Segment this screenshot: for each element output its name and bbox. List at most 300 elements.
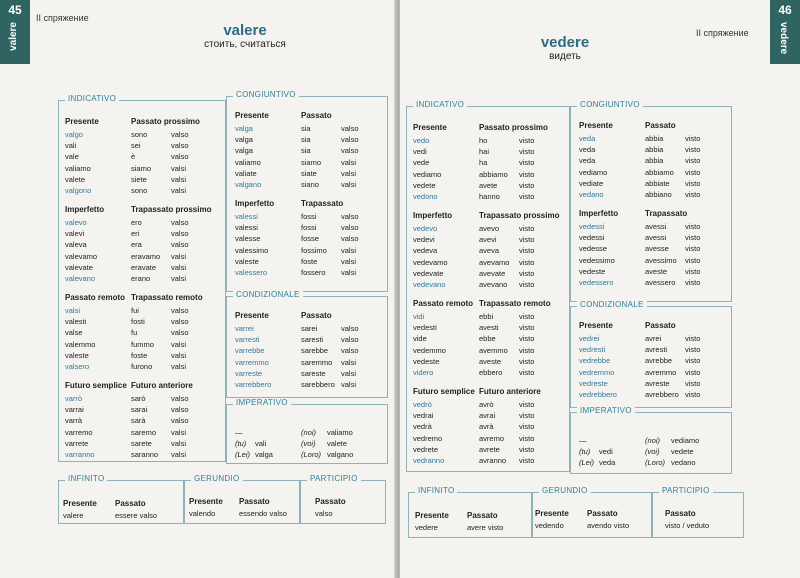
table-cell: vedessi <box>579 233 605 243</box>
table-cell: visto <box>685 367 701 377</box>
table-cell: vediamo <box>413 169 442 179</box>
congiuntivo-box <box>570 100 732 302</box>
table-cell: vali <box>255 439 267 449</box>
table-cell: eravate <box>131 262 157 272</box>
table-cell: valso <box>171 229 189 239</box>
table-cell: sarà <box>131 416 146 426</box>
table-cell: vedeva <box>413 246 438 256</box>
table-cell: visto <box>685 255 701 265</box>
table-row <box>407 345 569 356</box>
table-cell: (Lei) <box>235 450 251 460</box>
table-cell: visto <box>519 192 535 201</box>
table-row <box>227 145 387 156</box>
infinito-passato-value: avere visto <box>467 523 504 532</box>
tense-section <box>59 293 225 371</box>
table-cell: vedessi <box>579 222 605 231</box>
table-cell: varrebbe <box>235 346 265 356</box>
table-cell: valeste <box>235 256 259 266</box>
table-cell: vedono <box>413 192 438 201</box>
table-cell: avessi <box>645 222 667 231</box>
table-cell: (noi) <box>301 428 317 437</box>
tense-section <box>227 311 387 389</box>
table-cell: vedrai <box>413 411 434 421</box>
gerundio-passato-header: Passato <box>239 497 270 506</box>
table-cell: (Lei) <box>579 458 595 468</box>
table-cell: visto <box>519 323 535 333</box>
table-cell: valso <box>341 146 359 156</box>
table-row <box>227 345 387 356</box>
table-row <box>59 174 225 185</box>
table-row <box>571 243 731 254</box>
table-cell: avrei <box>645 334 662 343</box>
tense-section <box>571 209 731 287</box>
table-row <box>571 277 731 288</box>
table-cell: varremo <box>65 427 93 437</box>
table-cell: vedrà <box>413 422 432 432</box>
infinito-passato-header: Passato <box>467 511 498 520</box>
table-row <box>407 257 569 268</box>
table-cell: aveste <box>645 266 668 276</box>
table-cell: avrebbero <box>645 390 679 399</box>
table-cell: valso <box>171 218 189 227</box>
table-cell: valso <box>341 346 359 356</box>
table-row <box>407 135 569 146</box>
table-row <box>59 415 225 426</box>
table-cell: hanno <box>479 192 500 201</box>
table-cell: valsi <box>171 163 187 173</box>
table-cell: visto <box>685 334 701 343</box>
indicativo-label: INDICATIVO <box>65 94 119 103</box>
table-row <box>407 455 569 466</box>
table-cell: valsi <box>171 362 187 371</box>
table-cell: eravamo <box>131 251 161 261</box>
table-cell: ho <box>479 136 488 145</box>
table-cell: vedemmo <box>413 345 446 355</box>
congiuntivo-label: CONGIUNTIVO <box>233 90 299 99</box>
participio-label: PARTICIPIO <box>659 486 713 495</box>
table-cell: valsi <box>171 339 187 349</box>
table-cell: vedrei <box>579 334 600 343</box>
table-cell: valessero <box>235 268 268 277</box>
tense-header: Futuro semplice <box>413 387 475 396</box>
table-row <box>571 221 731 232</box>
table-row <box>59 449 225 460</box>
table-row <box>571 435 731 446</box>
table-cell: vedevo <box>413 224 438 233</box>
condizionale-label: CONDIZIONALE <box>233 290 303 299</box>
table-cell: visto <box>519 368 535 377</box>
table-cell: vedo <box>413 136 430 145</box>
table-cell: avevi <box>479 235 497 245</box>
table-cell: saremmo <box>301 357 333 367</box>
table-cell: vedete <box>413 180 436 190</box>
table-row <box>571 367 731 378</box>
tense-header: Presente <box>235 311 269 320</box>
table-cell: avrò <box>479 400 494 409</box>
verb-heading <box>170 22 320 50</box>
table-cell: valso <box>171 394 189 403</box>
table-row <box>407 191 569 202</box>
table-cell: avevamo <box>479 257 510 267</box>
table-row <box>59 251 225 262</box>
table-cell: visto <box>685 356 701 366</box>
tense-section <box>407 123 569 201</box>
table-cell: sarete <box>131 438 152 448</box>
table-cell: visto <box>519 444 535 454</box>
table-cell: avrete <box>479 444 500 454</box>
tense-header: Imperfetto <box>65 205 105 214</box>
table-cell: valessi <box>235 223 258 233</box>
table-cell: vedevate <box>413 268 444 278</box>
table-cell: fossimo <box>301 245 327 255</box>
table-row <box>407 223 569 234</box>
table-cell: valgono <box>65 186 92 195</box>
table-row <box>407 333 569 344</box>
table-row <box>407 234 569 245</box>
tense-header: Imperfetto <box>579 209 619 218</box>
table-row <box>407 245 569 256</box>
table-cell: veda <box>579 156 596 166</box>
table-cell: valso <box>171 328 189 338</box>
table-row <box>571 446 731 457</box>
table-cell: valsi <box>171 251 187 261</box>
table-row <box>407 399 569 410</box>
table-cell: valsi <box>171 262 187 272</box>
table-cell: visto <box>685 134 701 143</box>
tense-header: Trapassato prossimo <box>479 211 560 220</box>
table-cell: valsi <box>341 368 357 378</box>
table-cell: vedi <box>599 447 613 457</box>
table-cell: valsi <box>341 380 357 389</box>
table-cell: ebbi <box>479 312 494 321</box>
table-cell: siete <box>131 174 147 184</box>
table-cell: visto <box>519 356 535 366</box>
infinito-presente-header: Presente <box>63 499 97 508</box>
imperativo-label: IMPERATIVO <box>577 406 635 415</box>
table-cell: valsero <box>65 362 90 371</box>
table-cell: (voi) <box>645 447 660 457</box>
table-row <box>59 427 225 438</box>
tense-header: Passato <box>301 311 332 320</box>
table-cell: visto <box>519 235 535 245</box>
table-cell: varresti <box>235 335 260 345</box>
tense-header: Presente <box>579 321 613 330</box>
table-cell: ha <box>479 158 488 168</box>
table-row <box>59 361 225 372</box>
tense-header: Passato remoto <box>65 293 126 302</box>
table-cell: vedano <box>671 458 696 468</box>
table-row <box>59 262 225 273</box>
tense-header: Presente <box>65 117 99 126</box>
table-cell: valessi <box>235 212 258 221</box>
table-row <box>59 316 225 327</box>
table-cell: ebbero <box>479 368 503 377</box>
table-cell: veda <box>579 134 596 143</box>
table-row <box>571 144 731 155</box>
table-cell: valso <box>341 324 359 333</box>
table-cell: valso <box>171 130 189 139</box>
table-cell: avemmo <box>479 345 508 355</box>
table-cell: abbiamo <box>645 167 674 177</box>
verb-translation: видеть <box>549 51 581 62</box>
tense-section <box>571 321 731 399</box>
tense-header: Passato prossimo <box>131 117 200 126</box>
infinito-box <box>58 474 184 524</box>
table-cell: valsi <box>171 174 187 184</box>
table-row <box>227 438 387 449</box>
tense-header: Presente <box>579 121 613 130</box>
table-cell: valso <box>171 405 189 415</box>
table-row <box>571 155 731 166</box>
side-verb-label: vedere <box>778 22 789 55</box>
imperativo-box <box>570 406 732 474</box>
gerundio-presente-value: valendo <box>189 509 216 518</box>
table-cell: valemmo <box>65 339 96 349</box>
gerundio-presente-header: Presente <box>189 497 223 506</box>
infinito-passato-header: Passato <box>115 499 146 508</box>
table-cell: è <box>131 152 136 162</box>
table-cell: visto <box>519 400 535 409</box>
table-cell: saremo <box>131 427 157 437</box>
table-cell: vide <box>413 334 427 344</box>
participio-passato-header: Passato <box>665 509 696 518</box>
table-cell: visto <box>519 180 535 190</box>
table-row <box>59 404 225 415</box>
tense-header: Passato prossimo <box>479 123 548 132</box>
table-cell: vedano <box>579 190 604 199</box>
table-row <box>227 267 387 278</box>
table-cell: ero <box>131 218 142 227</box>
gerundio-presente-header: Presente <box>535 509 569 518</box>
tense-header: Passato remoto <box>413 299 474 308</box>
table-row <box>407 356 569 367</box>
table-cell: valga <box>255 450 273 460</box>
table-cell: sia <box>301 146 311 156</box>
table-cell: visto <box>519 345 535 355</box>
participio-passato-header: Passato <box>315 497 346 506</box>
tense-section <box>571 121 731 199</box>
table-row <box>227 357 387 368</box>
table-cell: valga <box>235 135 253 145</box>
table-cell: fossi <box>301 212 317 221</box>
tense-header: Presente <box>413 123 447 132</box>
table-cell: valete <box>65 174 86 184</box>
table-cell: valsi <box>171 438 187 448</box>
tense-section <box>407 211 569 289</box>
indicativo-box <box>406 100 570 472</box>
table-row <box>59 228 225 239</box>
table-cell: visto <box>685 190 701 199</box>
participio-passato-value: visto / veduto <box>665 521 710 530</box>
table-cell: vedesse <box>579 244 607 254</box>
table-cell: valsi <box>171 350 187 360</box>
infinito-passato-value: essere valso <box>115 511 158 520</box>
table-cell: avessero <box>645 278 676 287</box>
table-cell: visto <box>519 280 535 289</box>
tense-header: Imperfetto <box>235 199 275 208</box>
table-row <box>227 211 387 222</box>
table-cell: valeva <box>65 240 87 250</box>
verb-translation: стоить, считаться <box>204 39 286 50</box>
table-row <box>59 239 225 250</box>
condizionale-label: CONDIZIONALE <box>577 300 647 309</box>
table-cell: varrai <box>65 405 84 415</box>
tense-section <box>227 111 387 189</box>
table-cell: vedevano <box>413 280 446 289</box>
table-cell: visto <box>685 178 701 188</box>
tense-header: Trapassato remoto <box>479 299 551 308</box>
table-cell: sarò <box>131 394 146 403</box>
table-cell: siano <box>301 180 319 189</box>
tense-header: Presente <box>235 111 269 120</box>
tense-section <box>407 299 569 377</box>
tense-header: Trapassato remoto <box>131 293 203 302</box>
table-row <box>59 185 225 196</box>
table-cell: valso <box>171 306 189 315</box>
table-cell: visto <box>685 145 701 155</box>
tense-header: Futuro semplice <box>65 381 127 390</box>
table-cell: aveste <box>479 356 502 366</box>
infinito-box <box>408 486 532 538</box>
table-row <box>59 273 225 284</box>
table-cell: vedessero <box>579 278 614 287</box>
table-cell: visto <box>685 233 701 243</box>
table-row <box>407 322 569 333</box>
table-cell: valsi <box>341 357 357 367</box>
table-cell: visto <box>685 266 701 276</box>
table-cell: valsi <box>341 157 357 167</box>
table-cell: vedeste <box>413 356 440 366</box>
participio-passato-value: valso <box>315 509 333 518</box>
table-cell: fummo <box>131 339 154 349</box>
table-cell: fosse <box>301 234 319 244</box>
table-cell: avesse <box>645 244 669 254</box>
table-row <box>407 311 569 322</box>
gerundio-label: GERUNDIO <box>539 486 591 495</box>
table-cell: avessi <box>645 233 667 243</box>
table-cell: vedremo <box>413 433 443 443</box>
table-cell: siate <box>301 168 317 178</box>
table-cell: abbia <box>645 156 664 166</box>
table-cell: valso <box>341 135 359 145</box>
page-tab-left <box>0 0 30 64</box>
congiuntivo-box <box>226 90 388 292</box>
participio-box <box>300 474 386 524</box>
table-cell: valso <box>171 416 189 426</box>
table-cell: valevate <box>65 262 93 272</box>
table-cell: valso <box>341 212 359 221</box>
table-cell: valesse <box>235 234 261 244</box>
table-cell: fossero <box>301 268 326 277</box>
table-cell: sono <box>131 130 148 139</box>
table-row <box>227 368 387 379</box>
table-cell: valse <box>65 328 83 338</box>
indicativo-box <box>58 94 226 462</box>
table-cell: furono <box>131 362 153 371</box>
table-cell: (tu) <box>579 447 591 457</box>
table-cell: vedi <box>413 147 427 157</box>
page-number: 46 <box>778 3 792 17</box>
table-cell: valgo <box>65 130 83 139</box>
table-cell: avreste <box>645 378 670 388</box>
table-cell: visto <box>519 411 535 421</box>
table-cell: valete <box>327 439 348 449</box>
table-row <box>407 410 569 421</box>
imperativo-box <box>226 398 388 464</box>
table-cell: fosti <box>131 317 145 327</box>
table-cell: abbiano <box>645 190 672 199</box>
table-row <box>571 457 731 468</box>
table-cell: valgano <box>235 180 262 189</box>
table-cell: valesti <box>65 317 87 327</box>
table-row <box>407 433 569 444</box>
table-cell: valsi <box>171 427 187 437</box>
table-cell: valso <box>171 152 189 162</box>
table-row <box>59 129 225 140</box>
table-cell: vedrebbe <box>579 356 611 366</box>
table-cell: valsi <box>341 256 357 266</box>
table-cell: varrò <box>65 394 83 403</box>
tense-section <box>59 117 225 195</box>
table-cell: varrebbero <box>235 380 272 389</box>
condizionale-box <box>570 300 732 408</box>
table-cell: valso <box>341 124 359 133</box>
tense-section <box>59 205 225 283</box>
table-row <box>407 146 569 157</box>
table-cell: vedevi <box>413 235 435 245</box>
table-cell: varreste <box>235 368 263 378</box>
table-cell: valevamo <box>65 251 98 261</box>
table-cell: valso <box>341 234 359 244</box>
table-cell: varrete <box>65 438 89 448</box>
page-left <box>0 0 396 578</box>
table-cell: varrei <box>235 324 254 333</box>
table-cell: avrà <box>479 422 494 432</box>
table-cell: veda <box>599 458 616 468</box>
table-cell: valsi <box>341 168 357 178</box>
table-row <box>227 134 387 145</box>
table-cell: (Loro) <box>645 458 666 468</box>
table-cell: era <box>131 240 142 250</box>
table-cell: visto <box>519 158 535 168</box>
table-cell: visto <box>519 334 535 344</box>
table-cell: saresti <box>301 335 324 345</box>
table-cell: vede <box>413 158 430 168</box>
table-cell: avevate <box>479 268 506 278</box>
table-cell: vedrò <box>413 400 432 409</box>
table-cell: visto <box>685 345 701 355</box>
conjugation-label: II спряжение <box>36 13 89 23</box>
table-cell: videro <box>413 368 434 377</box>
congiuntivo-label: CONGIUNTIVO <box>577 100 643 109</box>
table-row <box>571 344 731 355</box>
table-cell: vedranno <box>413 456 445 465</box>
table-cell: visto <box>519 257 535 267</box>
table-cell: vedete <box>671 447 694 457</box>
table-row <box>59 305 225 316</box>
table-cell: sei <box>131 141 141 151</box>
table-cell: ebbe <box>479 334 496 344</box>
page-number: 45 <box>8 3 22 17</box>
table-cell: visto <box>685 378 701 388</box>
verb-infinitive: vedere <box>540 34 590 51</box>
table-cell: valiamo <box>327 428 353 437</box>
table-cell: avessimo <box>645 255 677 265</box>
tense-section <box>407 387 569 465</box>
tense-section <box>227 199 387 277</box>
table-cell: sareste <box>301 368 326 378</box>
infinito-presente-value: vedere <box>415 523 438 532</box>
